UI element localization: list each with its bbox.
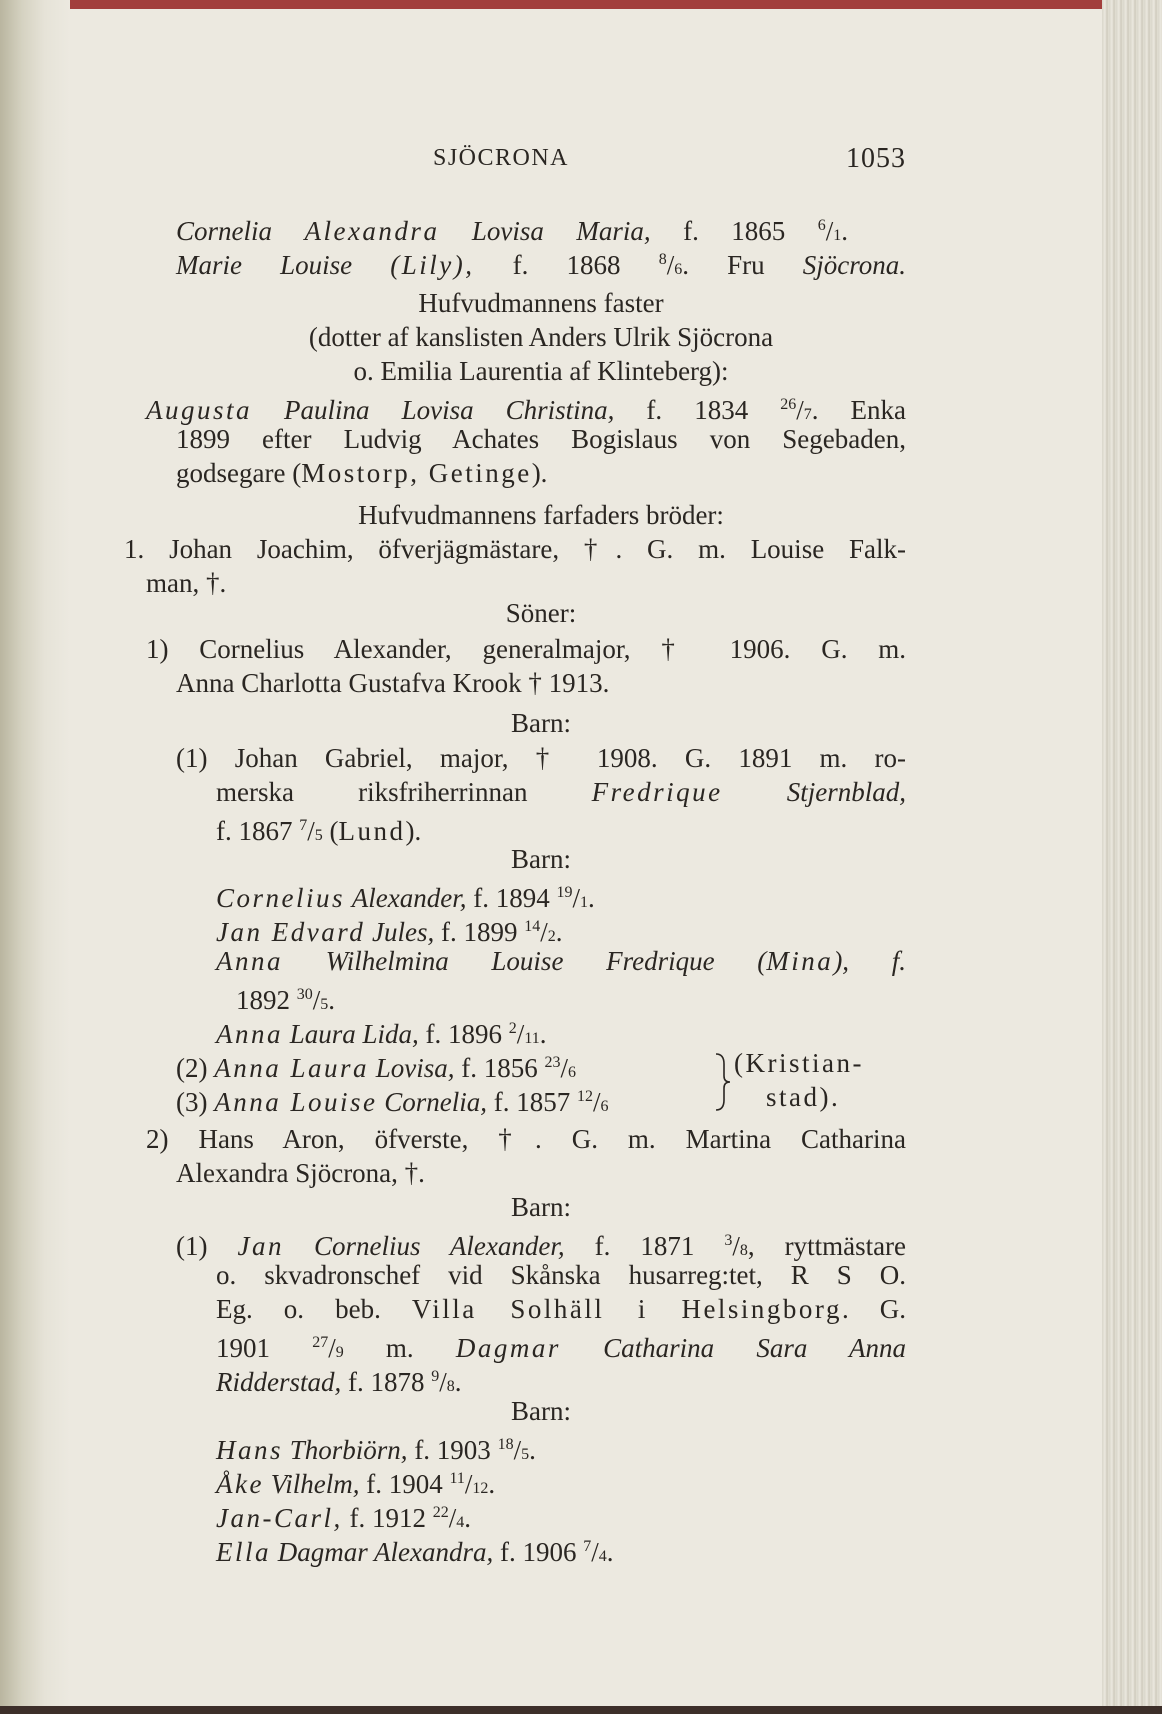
text-line: (1) Jan Cornelius Alexander, f. 1871 $^3$/8, ryttmästare (176, 1231, 907, 1261)
text-line: Hans Thorbiörn, f. 1903 $^{18}$/5. (216, 1435, 536, 1465)
page-top-edge (0, 0, 1162, 9)
text-line: merska riksfriherrinnan Fredrique Stjernblad, (216, 777, 907, 807)
text-line: f. 1867 $^7$/5 (Lund). (216, 816, 422, 846)
text-line: Jan Edvard Jules, f. 1899 $^{14}$/2. (216, 917, 563, 947)
running-head-title: SJÖCRONA (432, 145, 570, 171)
text-line: Anna Charlotta Gustafva Krook † 1913. (176, 668, 610, 698)
text-line: Ella Dagmar Alexandra, f. 1906 $^7$/4. (216, 1537, 614, 1567)
text-line: Jan-Carl, f. 1912 $^{22}$/4. (216, 1503, 472, 1533)
section-heading: Barn: (511, 844, 571, 874)
text-line: 2) Hans Aron, öfverste, †. G. m. Martina Catharina (146, 1124, 906, 1154)
book-spine-shadow (0, 0, 70, 1714)
text-line: Cornelius Alexander, f. 1894 $^{19}$/1. (216, 883, 595, 913)
section-heading: Söner: (505, 598, 577, 628)
text-line: o. Emilia Laurentia af Klinteberg): (353, 356, 729, 386)
text-line: (Kristian- (734, 1048, 864, 1078)
text-line: Alexandra Sjöcrona, †. (176, 1158, 425, 1188)
text-line: (3) Anna Louise Cornelia, f. 1857 $^{12}$/6 (176, 1087, 609, 1117)
text-line: o. skvadronschef vid Skånska husarreg:tet, R S O. (216, 1260, 906, 1290)
text-line: (dotter af kanslisten Anders Ulrik Sjöcrona (308, 322, 774, 352)
text-line: stad). (766, 1082, 841, 1112)
text-line: Ridderstad, f. 1878 $^9$/8. (216, 1367, 462, 1397)
running-head (176, 145, 906, 175)
text-line: 1901 $^{27}$/9 m. Dagmar Catharina Sara Anna (216, 1333, 907, 1363)
brace-mark (712, 1050, 734, 1114)
text-line: 1) Cornelius Alexander, generalmajor, † 1906. G. m. (146, 634, 906, 664)
text-line: (1) Johan Gabriel, major, † 1908. G. 1891 m. ro- (176, 743, 906, 773)
text-line: Augusta Paulina Lovisa Christina, f. 1834 $^{26}$/7. Enka (146, 395, 907, 425)
text-line: Anna Laura Lida, f. 1896 $^2$/11. (216, 1019, 547, 1049)
section-heading: Barn: (511, 708, 571, 738)
page-bottom-edge (0, 1706, 1162, 1714)
text-line: Anna Wilhelmina Louise Fredrique (Mina), f. (216, 946, 907, 976)
page-number: 1053 (846, 143, 906, 174)
section-heading: Barn: (511, 1192, 571, 1222)
text-line: 1. Johan Joachim, öfverjägmästare, †. G. m. Louise Falk- (124, 534, 906, 564)
text-line: Marie Louise (Lily), f. 1868 $^8$/6. Fru Sjöcrona. (176, 250, 907, 280)
text-line: man, †. (146, 568, 227, 598)
text-line: (2) Anna Laura Lovisa, f. 1856 $^{23}$/6 (176, 1053, 577, 1083)
section-heading: Barn: (511, 1396, 571, 1426)
text-line: Cornelia Alexandra Lovisa Maria, f. 1865 $^6$/1. (176, 216, 848, 246)
text-line: Eg. o. beb. Villa Solhäll i Helsingborg. G. (216, 1294, 907, 1324)
section-heading: Hufvudmannens farfaders bröder: (358, 500, 724, 530)
text-line: godsegare (Mostorp, Getinge). (176, 458, 548, 488)
text-line: 1899 efter Ludvig Achates Bogislaus von Segebaden, (176, 424, 906, 454)
section-heading: Hufvudmannens faster (418, 288, 664, 318)
text-line: 1892 $^{30}$/5. (236, 985, 336, 1015)
text-line: Åke Vilhelm, f. 1904 $^{11}$/12. (216, 1469, 496, 1499)
page-fore-edge (1102, 0, 1162, 1714)
